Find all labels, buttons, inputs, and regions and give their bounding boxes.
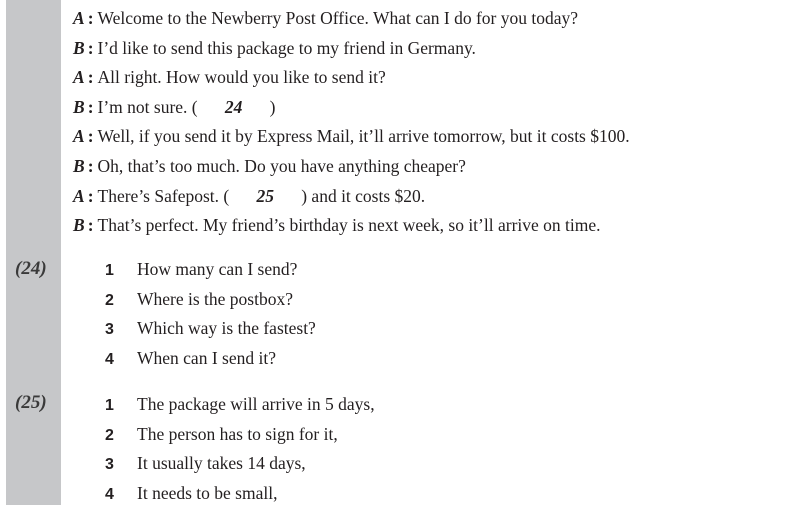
answer-option[interactable] <box>105 285 316 315</box>
speaker-label: A <box>73 185 85 206</box>
answer-option[interactable] <box>105 344 316 374</box>
dialogue-text: ) <box>269 96 276 117</box>
answer-blank <box>198 93 270 123</box>
dialogue-text: Well, if you send it by Express Mail, it’ll arrive tomorrow, but it costs $100. <box>97 126 630 147</box>
dialogue-line: B : That’s perfect. My friend’s birthday is next week, so it’ll arrive on time. <box>73 215 601 236</box>
speaker-label: B <box>73 155 85 176</box>
dialogue-line: B : I’d like to send this package to my friend in Germany. <box>73 37 476 58</box>
answer-option[interactable] <box>105 255 316 285</box>
answer-option[interactable] <box>105 449 375 479</box>
dialogue-text: Oh, that’s too much. Do you have anything cheaper? <box>97 155 466 176</box>
option-text: The person has to sign for it, <box>137 423 338 444</box>
dialogue-text: ) and it costs $20. <box>301 185 426 206</box>
dialogue-line: A : There’s Safepost. ( 25 ) and it costs $20. <box>73 182 630 212</box>
option-text: When can I send it? <box>137 347 276 368</box>
answer-option[interactable] <box>105 420 375 450</box>
dialogue-line: A : Welcome to the Newberry Post Office. What can I do for you today? <box>73 8 579 28</box>
dialogue-text: All right. How would you like to send it? <box>97 67 386 88</box>
dialogue-line: A : All right. How would you like to send it? <box>73 67 386 88</box>
option-number: 4 <box>105 350 114 368</box>
dialogue-text: I’m not sure. ( <box>97 96 198 117</box>
option-text: Which way is the fastest? <box>137 318 316 339</box>
margin-bar <box>6 0 61 505</box>
option-number: 2 <box>105 291 114 309</box>
dialogue-text: That’s perfect. My friend’s birthday is next week, so it’ll arrive on time. <box>97 215 601 236</box>
speaker-label: A <box>73 126 85 147</box>
speaker-label: B <box>73 215 85 236</box>
option-text: The package will arrive in 5 days, <box>137 394 375 414</box>
dialogue-text: There’s Safepost. ( <box>97 185 230 206</box>
blank-number: 24 <box>224 96 243 117</box>
speaker-label: A <box>73 8 85 28</box>
option-text: How many can I send? <box>137 259 298 279</box>
option-text: It needs to be small, <box>137 482 278 503</box>
option-number: 2 <box>105 426 114 444</box>
answer-blank <box>229 182 301 212</box>
answer-option[interactable] <box>105 390 375 420</box>
option-text: It usually takes 14 days, <box>137 453 306 474</box>
question-number: (25) <box>15 392 47 413</box>
option-number: 4 <box>105 485 114 503</box>
option-number: 3 <box>105 321 114 339</box>
speaker-label: B <box>73 96 85 117</box>
answer-option[interactable] <box>105 314 316 344</box>
dialogue-line: A : Well, if you send it by Express Mail, it’ll arrive tomorrow, but it costs $100. <box>73 126 630 147</box>
dialogue-text: I’d like to send this package to my friend in Germany. <box>97 37 476 58</box>
option-text: Where is the postbox? <box>137 288 293 309</box>
dialogue-line: B : I’m not sure. ( 24 ) <box>73 93 630 123</box>
answer-option[interactable] <box>105 479 375 509</box>
speaker-label: A <box>73 67 85 88</box>
blank-number: 25 <box>256 185 274 206</box>
option-number: 3 <box>105 456 114 474</box>
option-number: 1 <box>105 397 114 414</box>
question-number: (24) <box>15 258 47 279</box>
dialogue <box>73 4 630 241</box>
dialogue-line: B : Oh, that’s too much. Do you have anything cheaper? <box>73 155 466 176</box>
answer-options <box>105 390 375 508</box>
answer-options <box>105 255 316 373</box>
speaker-label: B <box>73 37 85 58</box>
dialogue-text: Welcome to the Newberry Post Office. What can I do for you today? <box>97 8 579 28</box>
option-number: 1 <box>105 262 114 279</box>
